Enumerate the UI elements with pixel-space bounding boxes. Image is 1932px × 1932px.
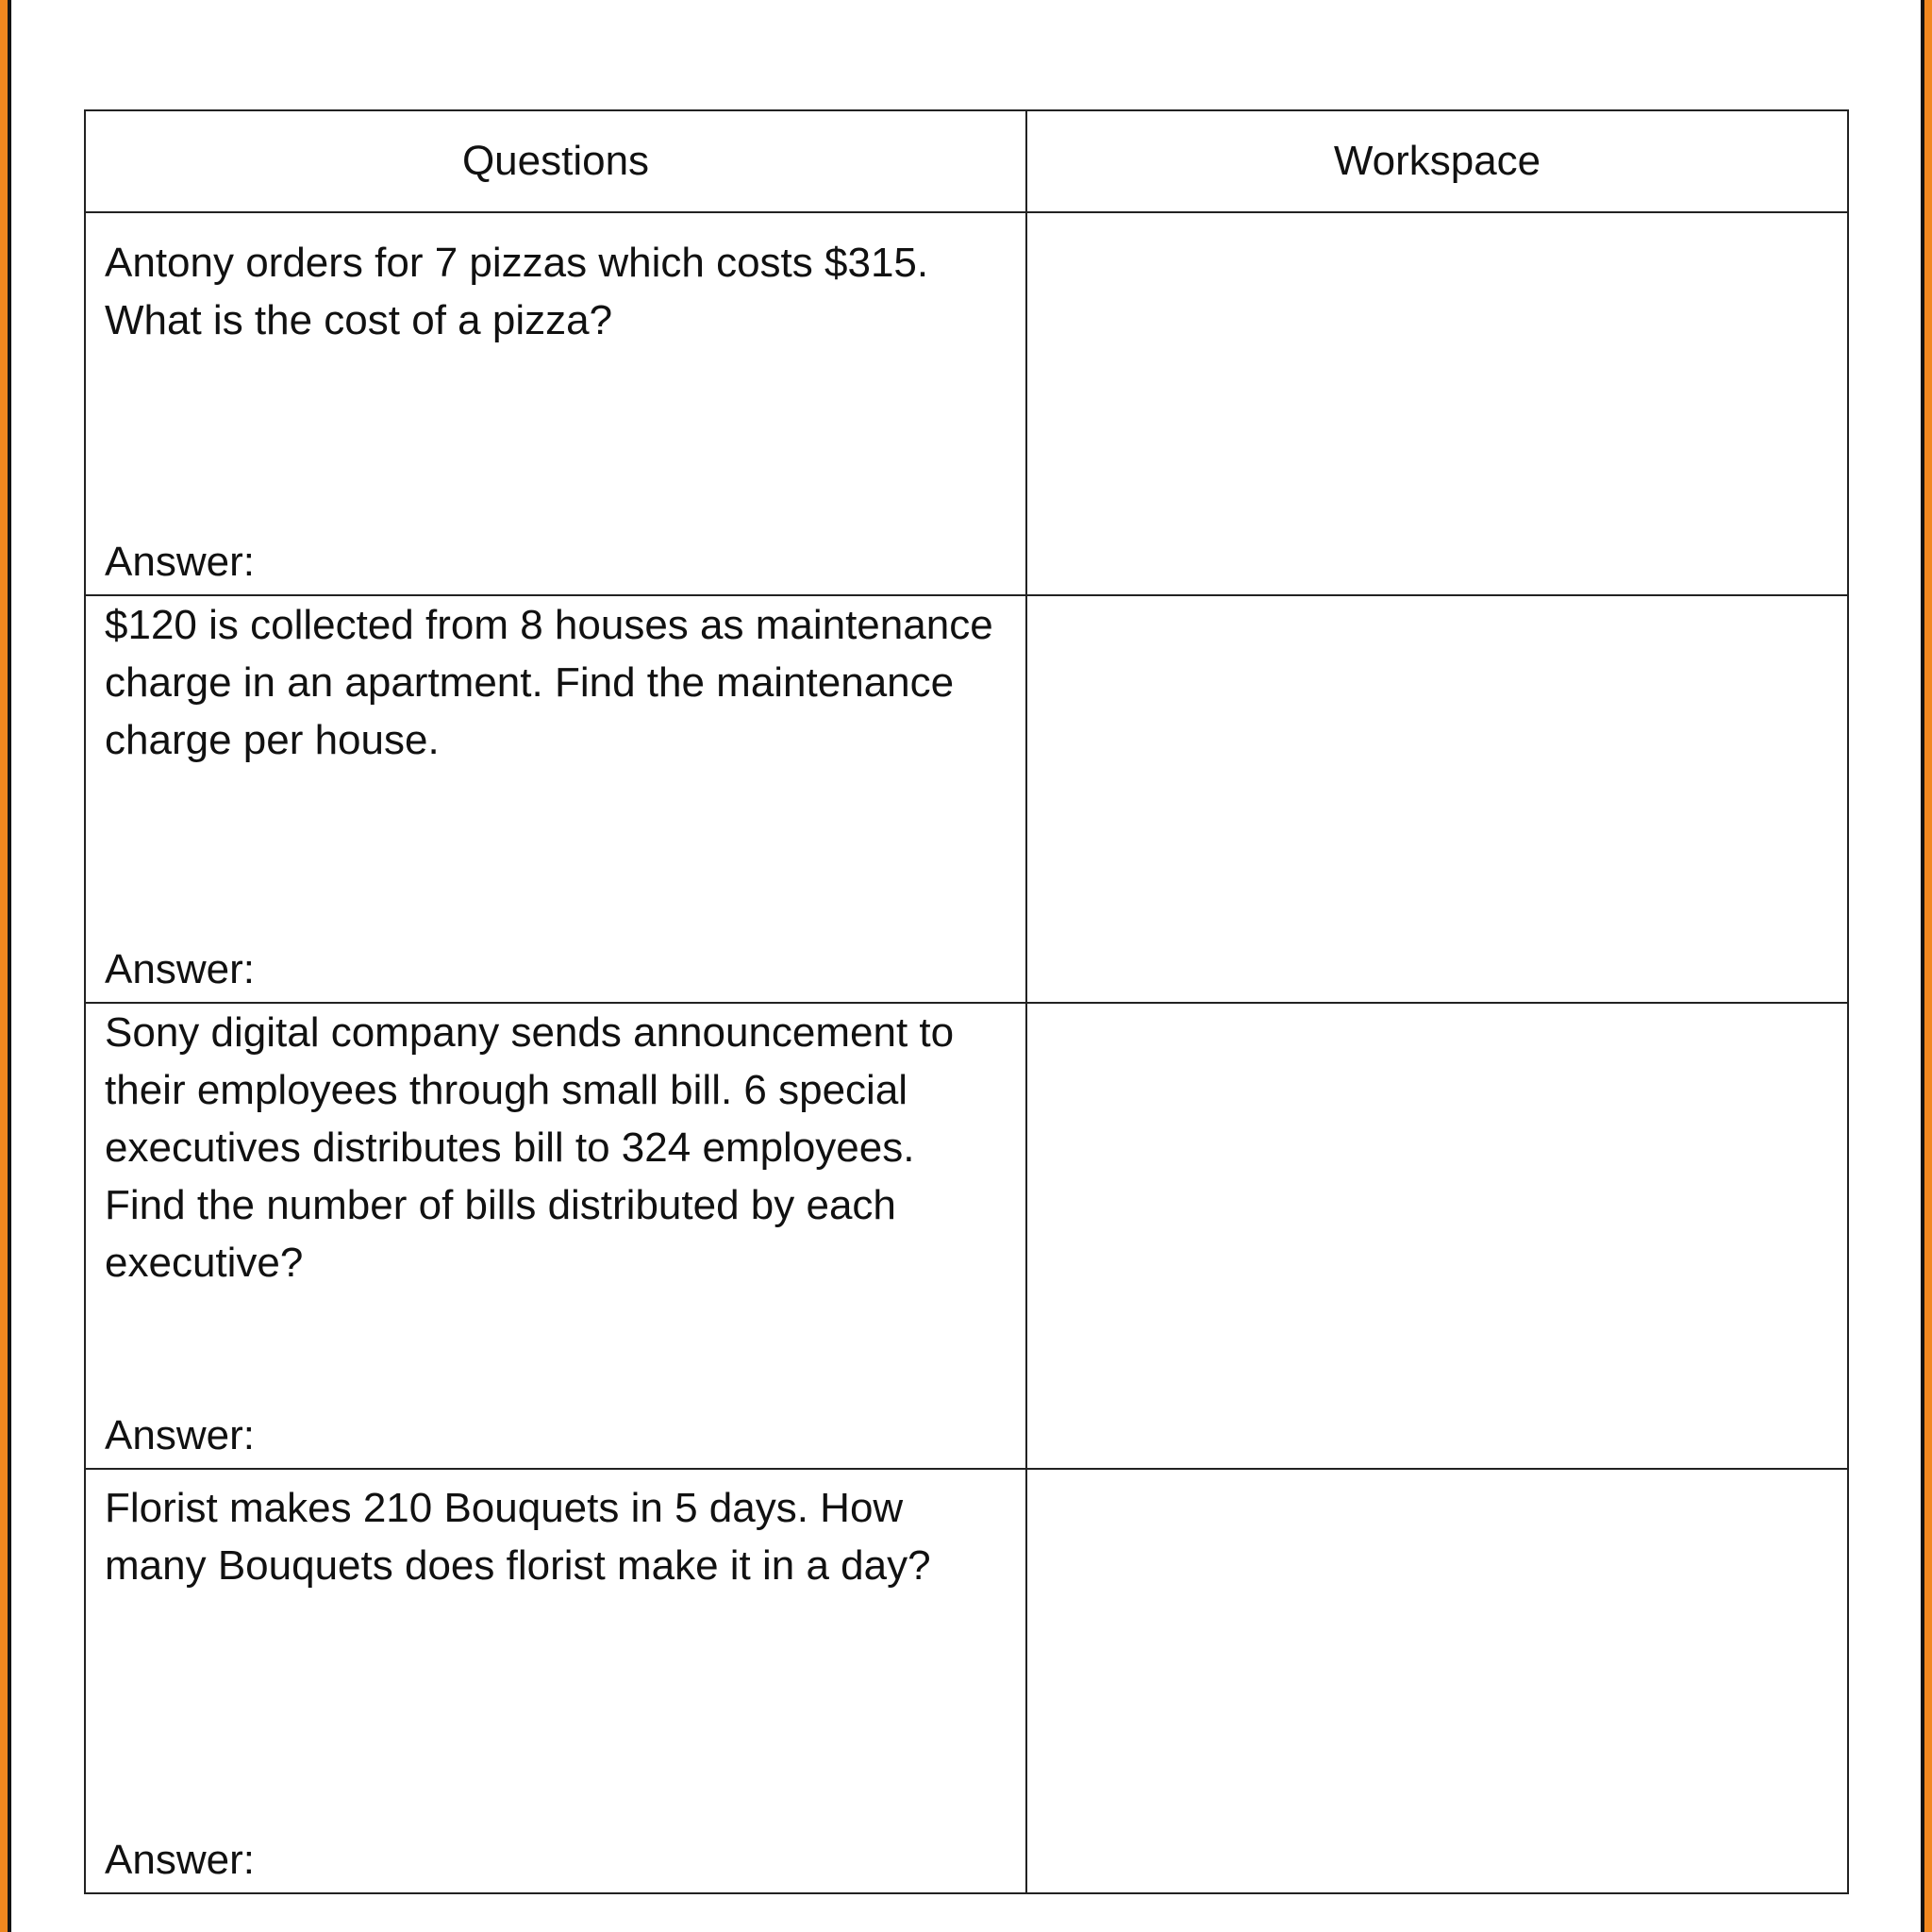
answer-label: Answer: bbox=[105, 539, 255, 585]
answer-label: Answer: bbox=[105, 946, 255, 992]
question-cell bbox=[86, 1004, 1025, 1468]
header-workspace: Workspace bbox=[1333, 138, 1541, 184]
table-row bbox=[86, 1470, 1847, 1892]
header-questions: Questions bbox=[461, 138, 650, 184]
border-orange-stripe bbox=[1924, 0, 1932, 1932]
border-black-stripe bbox=[8, 0, 11, 1932]
table-row bbox=[86, 213, 1847, 596]
question-text: Sony digital company sends announcement to their employees through small bill. 6 special executives distributes bill to 324 employees. Find the number of bills distributed by each executive? bbox=[105, 1009, 955, 1286]
workspace-cell[interactable] bbox=[1027, 1470, 1847, 1892]
worksheet-table bbox=[84, 109, 1849, 1894]
question-cell bbox=[86, 213, 1025, 594]
workspace-cell[interactable] bbox=[1027, 596, 1847, 1002]
table-row bbox=[86, 1004, 1847, 1470]
table-header-row bbox=[86, 111, 1847, 213]
question-text: Florist makes 210 Bouquets in 5 days. How many Bouquets does florist make it in a day? bbox=[105, 1485, 931, 1589]
question-text: $120 is collected from 8 houses as maintenance charge in an apartment. Find the maintenance charge per house. bbox=[105, 602, 993, 763]
question-cell bbox=[86, 596, 1025, 1002]
page-border-right bbox=[1919, 0, 1932, 1932]
table-row bbox=[86, 596, 1847, 1004]
answer-label: Answer: bbox=[105, 1412, 255, 1458]
border-orange-stripe bbox=[0, 0, 8, 1932]
question-text: Antony orders for 7 pizzas which costs $315. What is the cost of a pizza? bbox=[105, 240, 929, 343]
question-cell bbox=[86, 1470, 1025, 1892]
workspace-cell[interactable] bbox=[1027, 1004, 1847, 1468]
answer-label: Answer: bbox=[105, 1837, 255, 1883]
workspace-cell[interactable] bbox=[1027, 213, 1847, 594]
page-border-left bbox=[0, 0, 13, 1932]
